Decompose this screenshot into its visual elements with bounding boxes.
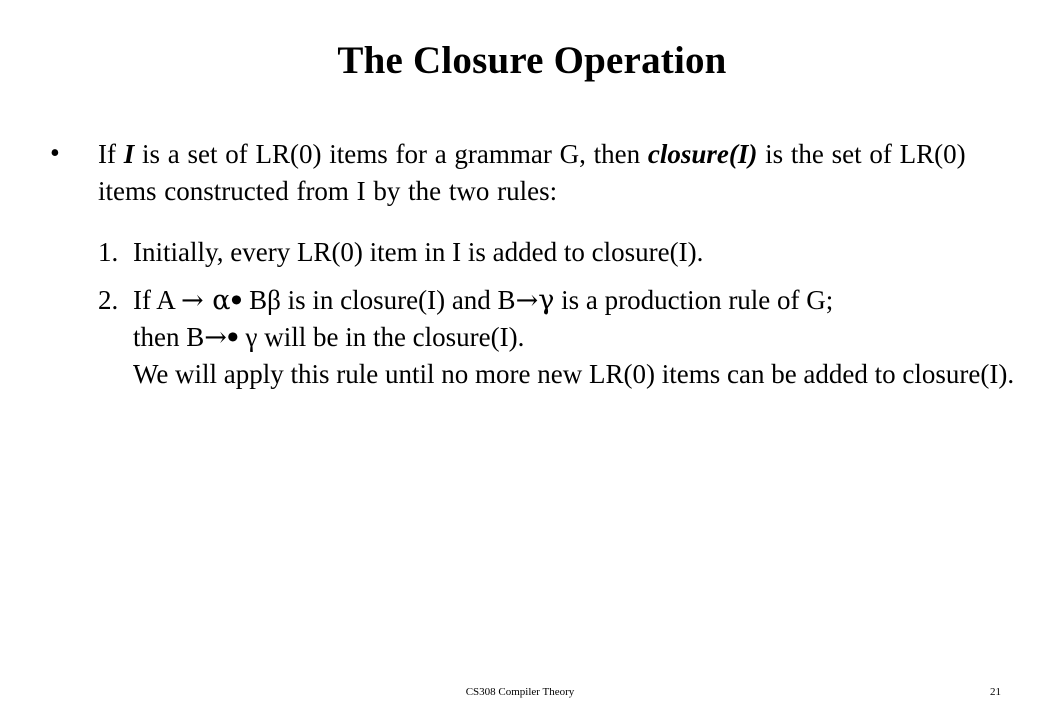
page-title: The Closure Operation <box>337 39 727 82</box>
footer-page-number: 21 <box>990 686 1001 698</box>
rule-2-line-2 <box>133 319 1013 356</box>
rule-2-line-1 <box>133 282 1013 319</box>
item-dot: • <box>226 319 239 356</box>
rule-2-number: 2. <box>98 285 119 315</box>
bullet-text-part3: is the set of LR(0) items constructed from I by the two rules: <box>98 139 966 206</box>
item-dot: • <box>230 282 243 319</box>
rule-1-number: 1. <box>98 237 119 267</box>
arrow-symbol: → <box>181 285 204 316</box>
rule-2-text-a: If A <box>133 285 182 315</box>
set-symbol-I: I <box>123 139 135 169</box>
arrow-symbol: → <box>515 285 539 316</box>
rule-2-text-b: Bβ is in closure(I) and B <box>242 285 516 315</box>
bullet-marker: • <box>50 138 60 169</box>
rule-note: We will apply this rule until no more new LR(0) items can be added to closure(I). <box>133 359 1015 389</box>
bullet-text-part1: If <box>98 139 124 169</box>
bullet-paragraph <box>98 136 998 210</box>
arrow-symbol: → <box>204 322 227 353</box>
rule-2-body <box>133 282 1013 356</box>
alpha-symbol: α <box>203 285 231 316</box>
gamma-symbol: γ <box>538 285 555 316</box>
rule-2-text-c: is a production rule of G; <box>554 285 834 315</box>
rule-2-text-e: γ will be in the closure(I). <box>238 322 525 352</box>
closure-term: closure(I) <box>647 139 758 169</box>
rule-1-text: Initially, every LR(0) item in I is added to closure(I). <box>133 237 704 267</box>
footer-course: CS308 Compiler Theory <box>465 686 575 698</box>
rule-2-text-d: then B <box>133 322 205 352</box>
bullet-text-part2: is a set of LR(0) items for a grammar G, then <box>134 139 648 169</box>
